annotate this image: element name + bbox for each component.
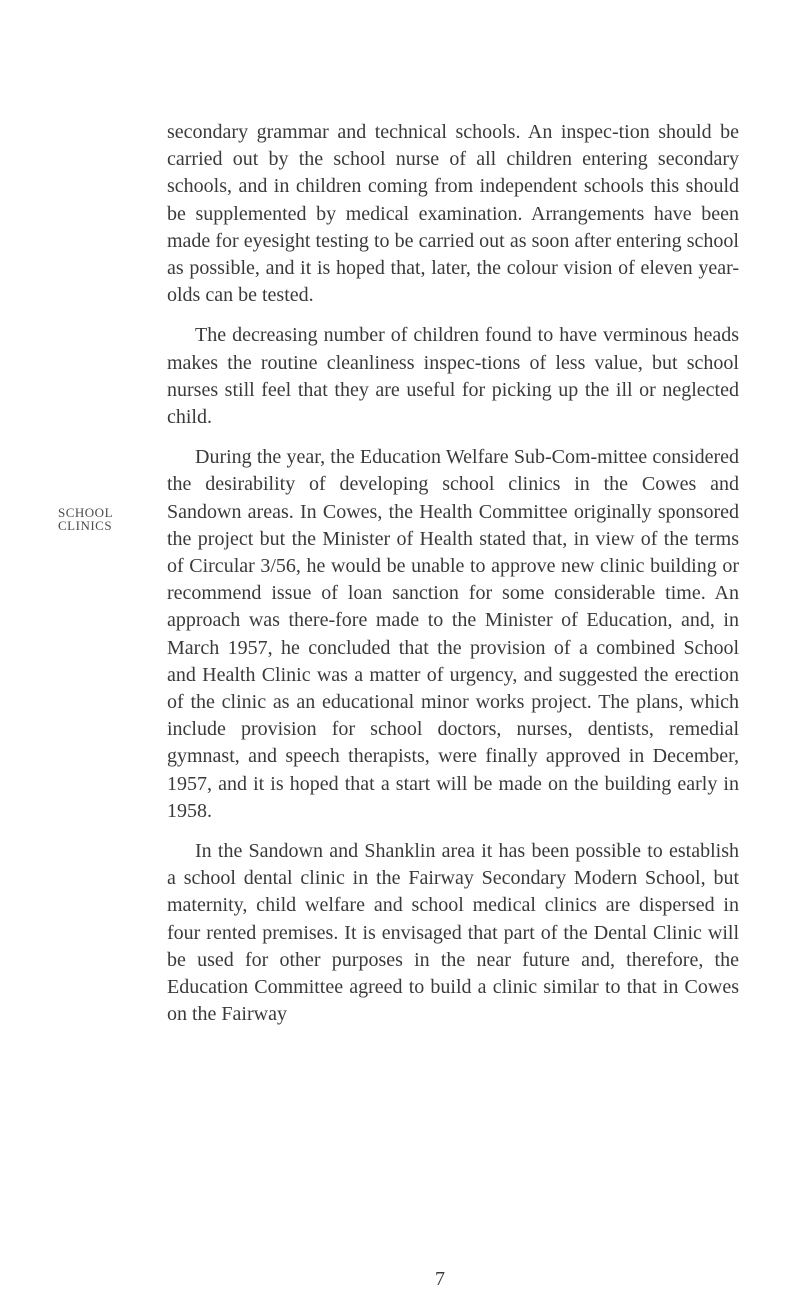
body-text xyxy=(167,119,739,1029)
page-number: 7 xyxy=(435,1268,445,1290)
paragraph-sandown-shanklin: In the Sandown and Shanklin area it has been possible to establish a school dental clinic in the Fairway Secondary Modern School, but maternity, child welfare and school medical clinics are dispersed in four rented premises. It is envisaged that part of the Dental Clinic will be used for other purposes in the near future and, therefore, the Education Committee agreed to build a clinic similar to that in Cowes on the Fairway xyxy=(167,840,739,1026)
margin-heading-line: CLINICS xyxy=(58,518,113,533)
paragraph-verminous-heads: The decreasing number of children found to have verminous heads makes the routine cleanliness inspec-tions of less value, but school nurses still feel that they are useful for picking up the ill or neglected child. xyxy=(167,324,739,429)
margin-heading-line: SCHOOL xyxy=(58,505,114,520)
paragraph-continuation: secondary grammar and technical schools. An inspec-tion should be carried out by the school nurse of all children entering secondary schools, and in children coming from independent schools this should be supplemented by medical examination. Arrangements have been made for eyesight testing to be carried out as soon after entering school as possible, and it is hoped that, later, the colour vision of eleven year-olds can be tested. xyxy=(167,121,739,307)
margin-heading-school-clinics xyxy=(58,506,138,532)
paragraph-school-clinics: During the year, the Education Welfare Sub-Com-mittee considered the desirability of developing school clinics in the Cowes and Sandown areas. In Cowes, the Health Committee originally sponsored the project but the Minister of Health stated that, in view of the terms of Circular 3/56, he would be unable to approve new clinic building or recommend issue of loan sanction for some considerable time. An approach was there-fore made to the Minister of Education, and, in March 1957, he concluded that the provision of a combined School and Health Clinic was a matter of urgency, and suggested the erection of the clinic as an educational minor works project. The plans, which include provision for school doctors, nurses, dentists, remedial gymnast, and speech therapists, were finally approved in December, 1957, and it is hoped that a start will be made on the building early in 1958. xyxy=(167,446,739,822)
